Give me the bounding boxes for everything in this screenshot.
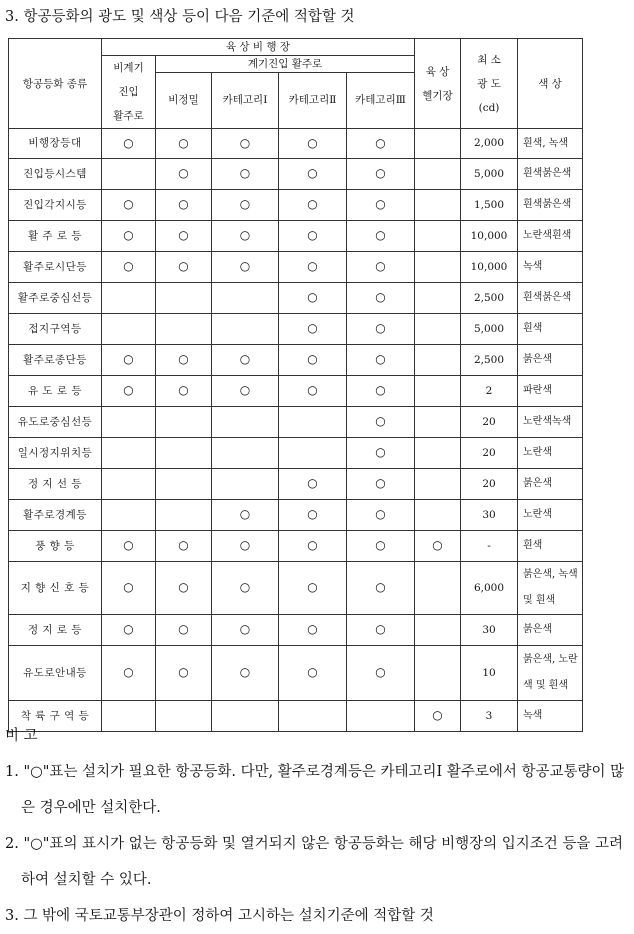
light-type-cell: 일시정지위치등 (9, 438, 102, 469)
intensity-cell: 20 (461, 469, 518, 500)
mark-cell (156, 159, 212, 190)
mark-cell (156, 438, 212, 469)
mark-cell (102, 469, 156, 500)
header-non-instrument-line: 활주로 (113, 110, 144, 122)
header-heliport-line: 헬기장 (422, 89, 453, 102)
mark-cell (156, 376, 212, 407)
circle-mark: ○ (307, 383, 318, 397)
circle-mark: ○ (307, 259, 318, 273)
circle-mark: ○ (123, 622, 134, 636)
circle-mark: ○ (123, 383, 134, 397)
header-instrument-col: 카테고리Ⅱ (279, 73, 347, 129)
mark-cell (102, 190, 156, 221)
circle-mark: ○ (375, 166, 386, 180)
mark-cell (415, 221, 461, 252)
mark-cell (347, 500, 415, 531)
circle-mark: ○ (307, 290, 318, 304)
color-cell: 붉은색 (518, 469, 583, 500)
remarks-heading: 비 고 (5, 728, 38, 744)
color-cell: 노란색 (518, 438, 583, 469)
mark-cell (102, 221, 156, 252)
circle-mark: ○ (239, 259, 251, 273)
mark-cell (279, 562, 347, 615)
color-cell: 흰색 (518, 531, 583, 562)
mark-cell (102, 531, 156, 562)
mark-cell (102, 283, 156, 314)
circle-mark: ○ (375, 622, 386, 636)
circle-mark: ○ (123, 135, 134, 150)
circle-mark: ○ (307, 352, 318, 366)
header-color: 색 상 (518, 39, 583, 129)
circle-mark: ○ (375, 228, 386, 242)
light-type-cell: 접지구역등 (9, 314, 102, 345)
mark-cell (102, 376, 156, 407)
mark-cell (156, 283, 212, 314)
mark-cell (102, 159, 156, 190)
circle-mark: ○ (178, 166, 189, 180)
mark-cell (102, 345, 156, 376)
header-heliport (415, 39, 461, 129)
circle-mark: ○ (307, 228, 318, 242)
intensity-cell: 2,500 (461, 283, 518, 314)
header-land-flight: 육 상 비 행 장 (102, 39, 415, 56)
color-cell: 노란색흰색 (518, 221, 583, 252)
mark-cell (212, 500, 279, 531)
header-min-intensity-line: (cd) (478, 101, 500, 114)
circle-mark: ○ (239, 135, 251, 150)
mark-cell (415, 159, 461, 190)
mark-cell (156, 500, 212, 531)
mark-cell (347, 345, 415, 376)
light-type-cell: 활주로시단등 (9, 252, 102, 283)
mark-cell (347, 314, 415, 345)
circle-mark: ○ (123, 580, 134, 594)
mark-cell (415, 190, 461, 221)
mark-cell (212, 252, 279, 283)
mark-cell (156, 345, 212, 376)
remark-item: 3. 그 밖에 국토교통부장관이 정하여 고시하는 설치기준에 적합할 것 (5, 908, 434, 924)
mark-cell (156, 190, 212, 221)
circle-mark: ○ (375, 665, 386, 679)
header-light-type: 항공등화 종류 (9, 39, 102, 129)
table-row (9, 407, 583, 438)
mark-cell (156, 646, 212, 701)
mark-cell (279, 221, 347, 252)
mark-cell (212, 531, 279, 562)
light-type-cell: 정 지 로 등 (9, 615, 102, 646)
remark-item: 1. "○"표는 설치가 필요한 항공등화. 다만, 활주로경계등은 카테고리Ⅰ 활주로에서 항공교통량이 많은 경우에만 설치한다. (5, 764, 625, 816)
color-cell: 파란색 (518, 376, 583, 407)
mark-cell (156, 562, 212, 615)
mark-cell (102, 500, 156, 531)
mark-cell (279, 500, 347, 531)
table-body (9, 129, 583, 732)
mark-cell (212, 283, 279, 314)
circle-mark: ○ (239, 507, 251, 521)
mark-cell (279, 469, 347, 500)
circle-mark: ○ (307, 665, 318, 679)
intensity-cell: 10,000 (461, 221, 518, 252)
color-cell: 노란색녹색 (518, 407, 583, 438)
color-cell: 붉은색 (518, 345, 583, 376)
circle-mark: ○ (178, 538, 189, 552)
mark-cell (415, 615, 461, 646)
mark-cell (415, 646, 461, 701)
header-heliport-line: 육 상 (425, 65, 450, 78)
circle-mark: ○ (123, 665, 134, 679)
mark-cell (156, 615, 212, 646)
header-instrument-col: 카테고리Ⅲ (347, 73, 415, 129)
color-cell: 녹색 (518, 701, 583, 732)
light-type-cell: 활 주 로 등 (9, 221, 102, 252)
light-type-cell: 유도로안내등 (9, 646, 102, 701)
table-row (9, 615, 583, 646)
circle-mark: ○ (307, 538, 318, 552)
circle-mark: ○ (178, 622, 189, 636)
mark-cell (212, 376, 279, 407)
table-row (9, 190, 583, 221)
table-row (9, 562, 583, 615)
header-non-instrument-line: 진입 (118, 86, 139, 98)
intensity-cell: 30 (461, 500, 518, 531)
intensity-cell: 3 (461, 701, 518, 732)
mark-cell (212, 615, 279, 646)
circle-mark: ○ (239, 383, 251, 397)
mark-cell (415, 283, 461, 314)
circle-mark: ○ (239, 228, 251, 242)
mark-cell (347, 531, 415, 562)
mark-cell (212, 159, 279, 190)
intensity-cell: - (461, 531, 518, 562)
intensity-cell: 10,000 (461, 252, 518, 283)
mark-cell (347, 615, 415, 646)
circle-mark: ○ (375, 259, 386, 273)
color-cell: 흰색붉은색 (518, 283, 583, 314)
circle-mark: ○ (123, 352, 134, 366)
color-cell: 흰색붉은색 (518, 190, 583, 221)
mark-cell (279, 129, 347, 159)
mark-cell (415, 345, 461, 376)
remarks (5, 718, 629, 934)
circle-mark: ○ (307, 321, 318, 335)
table-row (9, 469, 583, 500)
mark-cell (415, 129, 461, 159)
mark-cell (102, 646, 156, 701)
mark-cell (347, 221, 415, 252)
circle-mark: ○ (375, 507, 386, 521)
intensity-cell: 2,500 (461, 345, 518, 376)
mark-cell (279, 314, 347, 345)
mark-cell (415, 500, 461, 531)
remark-item: 2. "○"표의 표시가 없는 항공등화 및 열거되지 않은 항공등화는 해당 비행장의 입지조건 등을 고려하여 설치할 수 있다. (5, 836, 623, 888)
circle-mark: ○ (375, 538, 386, 552)
mark-cell (156, 129, 212, 159)
intensity-cell: 6,000 (461, 562, 518, 615)
circle-mark: ○ (239, 622, 251, 636)
mark-cell (347, 190, 415, 221)
mark-cell (102, 562, 156, 615)
color-cell: 붉은색 (518, 615, 583, 646)
intensity-cell: 30 (461, 615, 518, 646)
circle-mark: ○ (375, 352, 386, 366)
mark-cell (279, 438, 347, 469)
circle-mark: ○ (375, 135, 386, 150)
mark-cell (102, 615, 156, 646)
intensity-cell: 5,000 (461, 159, 518, 190)
header-non-instrument-line: 비계기 (113, 62, 144, 74)
intensity-cell: 5,000 (461, 314, 518, 345)
table-row (9, 376, 583, 407)
intensity-cell: 2,000 (461, 129, 518, 159)
circle-mark: ○ (375, 383, 386, 397)
circle-mark: ○ (307, 580, 318, 594)
mark-cell (415, 376, 461, 407)
light-type-cell: 비행장등대 (9, 129, 102, 159)
color-cell: 녹색 (518, 252, 583, 283)
mark-cell (347, 562, 415, 615)
mark-cell (415, 314, 461, 345)
circle-mark: ○ (239, 665, 251, 679)
circle-mark: ○ (375, 414, 386, 428)
table-header (9, 39, 583, 129)
circle-mark: ○ (375, 197, 386, 211)
light-type-cell: 풍 향 등 (9, 531, 102, 562)
color-cell: 흰색붉은색 (518, 159, 583, 190)
intensity-cell: 1,500 (461, 190, 518, 221)
circle-mark: ○ (307, 507, 318, 521)
mark-cell (212, 438, 279, 469)
intensity-cell: 10 (461, 646, 518, 701)
table-row (9, 438, 583, 469)
table-row (9, 129, 583, 159)
table-row (9, 221, 583, 252)
mark-cell (102, 129, 156, 159)
intensity-cell: 20 (461, 438, 518, 469)
table-row (9, 252, 583, 283)
circle-mark: ○ (178, 135, 189, 150)
mark-cell (279, 407, 347, 438)
mark-cell (279, 345, 347, 376)
circle-mark: ○ (307, 622, 318, 636)
mark-cell (156, 314, 212, 345)
mark-cell (102, 438, 156, 469)
mark-cell (347, 469, 415, 500)
circle-mark: ○ (178, 352, 189, 366)
mark-cell (212, 314, 279, 345)
circle-mark: ○ (307, 166, 318, 180)
circle-mark: ○ (239, 580, 251, 594)
section-title: 3. 항공등화의 광도 및 색상 등이 다음 기준에 적합할 것 (5, 9, 355, 25)
color-cell: 붉은색, 노란색 및 흰색 (518, 646, 583, 701)
mark-cell (279, 190, 347, 221)
circle-mark: ○ (178, 665, 189, 679)
mark-cell (156, 407, 212, 438)
mark-cell (102, 407, 156, 438)
table-row (9, 500, 583, 531)
table-row (9, 314, 583, 345)
circle-mark: ○ (123, 259, 134, 273)
mark-cell (347, 159, 415, 190)
circle-mark: ○ (432, 538, 443, 552)
mark-cell (415, 438, 461, 469)
mark-cell (102, 252, 156, 283)
light-type-cell: 착 륙 구 역 등 (9, 701, 102, 732)
circle-mark: ○ (375, 476, 386, 490)
header-min-intensity (461, 39, 518, 129)
circle-mark: ○ (178, 580, 189, 594)
mark-cell (279, 283, 347, 314)
light-type-cell: 활주로종단등 (9, 345, 102, 376)
circle-mark: ○ (178, 259, 189, 273)
mark-cell (415, 469, 461, 500)
mark-cell (156, 469, 212, 500)
color-cell: 붉은색, 녹색 및 흰색 (518, 562, 583, 615)
light-type-cell: 진입각지시등 (9, 190, 102, 221)
circle-mark: ○ (239, 352, 251, 366)
mark-cell (279, 646, 347, 701)
color-cell: 노란색 (518, 500, 583, 531)
mark-cell (212, 345, 279, 376)
table-row (9, 159, 583, 190)
circle-mark: ○ (307, 197, 318, 211)
circle-mark: ○ (375, 580, 386, 594)
circle-mark: ○ (178, 197, 189, 211)
intensity-cell: 20 (461, 407, 518, 438)
light-type-cell: 정 지 선 등 (9, 469, 102, 500)
circle-mark: ○ (375, 290, 386, 304)
color-cell: 흰색 (518, 314, 583, 345)
mark-cell (415, 562, 461, 615)
mark-cell (279, 159, 347, 190)
mark-cell (212, 646, 279, 701)
light-type-cell: 활주로경계등 (9, 500, 102, 531)
mark-cell (347, 283, 415, 314)
mark-cell (102, 314, 156, 345)
mark-cell (347, 252, 415, 283)
table-row (9, 646, 583, 701)
header-non-instrument (102, 56, 156, 129)
light-standards-table (8, 38, 583, 732)
mark-cell (415, 531, 461, 562)
mark-cell (212, 407, 279, 438)
light-type-cell: 지 향 신 호 등 (9, 562, 102, 615)
light-type-cell: 진입등시스템 (9, 159, 102, 190)
circle-mark: ○ (432, 708, 443, 722)
mark-cell (156, 531, 212, 562)
mark-cell (212, 221, 279, 252)
mark-cell (279, 615, 347, 646)
mark-cell (347, 438, 415, 469)
circle-mark: ○ (123, 538, 134, 552)
header-min-intensity-line: 광 도 (477, 77, 501, 90)
circle-mark: ○ (375, 445, 386, 459)
light-type-cell: 유 도 로 등 (9, 376, 102, 407)
mark-cell (156, 221, 212, 252)
circle-mark: ○ (178, 383, 189, 397)
mark-cell (212, 129, 279, 159)
header-instrument-col: 카테고리Ⅰ (212, 73, 279, 129)
mark-cell (212, 469, 279, 500)
mark-cell (347, 376, 415, 407)
circle-mark: ○ (239, 166, 251, 180)
mark-cell (279, 376, 347, 407)
mark-cell (212, 190, 279, 221)
mark-cell (156, 252, 212, 283)
table-row (9, 345, 583, 376)
circle-mark: ○ (123, 228, 134, 242)
circle-mark: ○ (239, 538, 251, 552)
table-row (9, 283, 583, 314)
header-instrument-group: 계기진입 활주로 (156, 56, 415, 73)
mark-cell (347, 129, 415, 159)
circle-mark: ○ (178, 228, 189, 242)
mark-cell (212, 562, 279, 615)
color-cell: 흰색, 녹색 (518, 129, 583, 159)
circle-mark: ○ (123, 197, 134, 211)
mark-cell (347, 646, 415, 701)
mark-cell (279, 252, 347, 283)
header-instrument-col: 비정밀 (156, 73, 212, 129)
table-row (9, 531, 583, 562)
circle-mark: ○ (307, 135, 318, 150)
mark-cell (415, 407, 461, 438)
mark-cell (415, 252, 461, 283)
light-type-cell: 활주로중심선등 (9, 283, 102, 314)
mark-cell (279, 531, 347, 562)
mark-cell (347, 407, 415, 438)
header-min-intensity-line: 최 소 (477, 53, 501, 66)
circle-mark: ○ (375, 321, 386, 335)
light-type-cell: 유도로중심선등 (9, 407, 102, 438)
intensity-cell: 2 (461, 376, 518, 407)
circle-mark: ○ (239, 197, 251, 211)
circle-mark: ○ (307, 476, 318, 490)
